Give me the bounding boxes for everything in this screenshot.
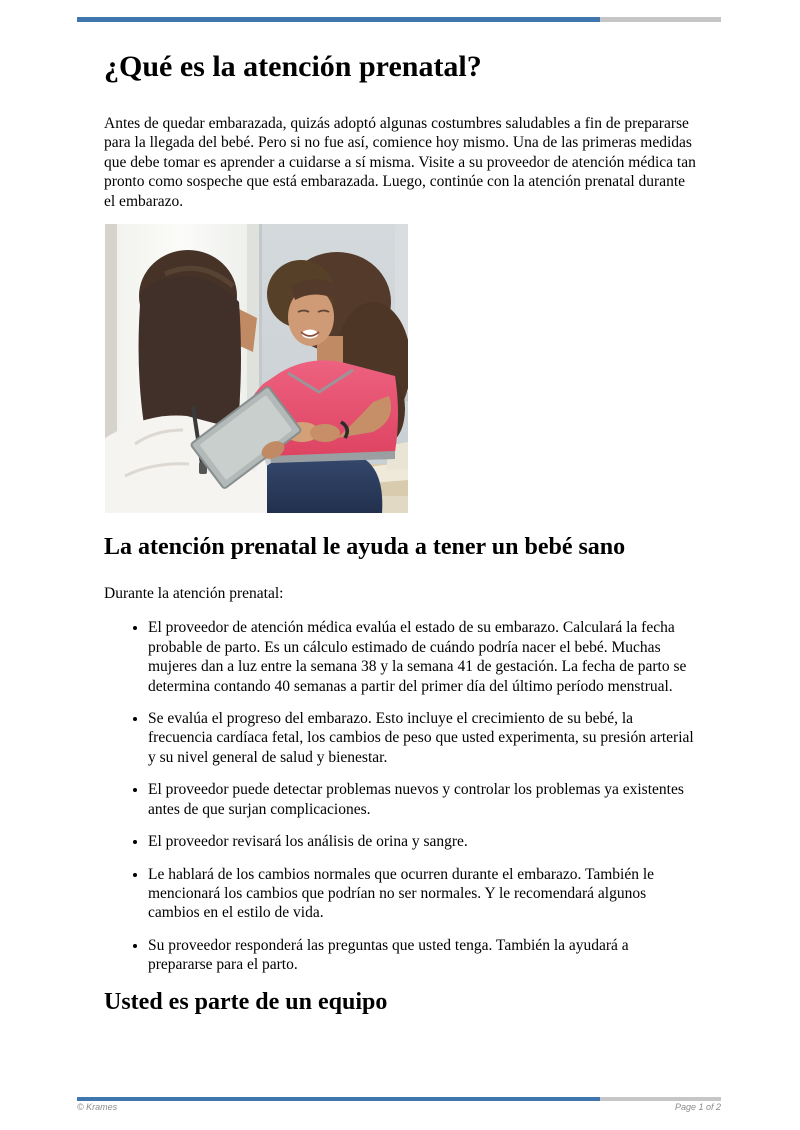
list-item: • Le hablará de los cambios normales que ocurren durante el embarazo. También le mencionará los cambios que podrían no ser normales. Y le recomendará algunos cambios en el estilo de vida. bbox=[148, 865, 696, 923]
bottom-bar-blue-segment bbox=[77, 1097, 600, 1101]
bottom-bar-gray-segment bbox=[600, 1097, 721, 1101]
page-number-text: Page 1 of 2 bbox=[674, 1102, 721, 1112]
prenatal-consultation-photo bbox=[105, 224, 408, 513]
page-footer bbox=[77, 1102, 721, 1112]
section-lead: Durante la atención prenatal: bbox=[104, 585, 284, 603]
bottom-accent-bar bbox=[77, 1097, 721, 1101]
list-item: • Se evalúa el progreso del embarazo. Esto incluye el crecimiento de su bebé, la frecuencia cardíaca fetal, los cambios de peso que usted experimenta, su presión arterial y su nivel general de salud y bienestar. bbox=[148, 709, 696, 767]
list-item: • El proveedor puede detectar problemas nuevos y controlar los problemas ya existentes antes de que surjan complicaciones. bbox=[148, 780, 696, 819]
section-heading-team: Usted es parte de un equipo bbox=[104, 988, 388, 1015]
photo-doctor-and-pregnant-patient bbox=[105, 224, 408, 513]
intro-paragraph: Antes de quedar embarazada, quizás adoptó algunas costumbres saludables a fin de prepararse para la llegada del bebé. Pero si no fue así, comience hoy mismo. Una de las primeras medidas que debe tomar es aprender a cuidarse a sí misma. Visite a su proveedor de atención médica tan pronto como sospeche que está embarazada. Luego, continúe con la atención prenatal durante el embarazo. bbox=[104, 115, 696, 210]
list-item: • El proveedor de atención médica evalúa el estado de su embarazo. Calculará la fecha probable de parto. Es un cálculo estimado de cuándo podría nacer el bebé. Muchas mujeres dan a luz entre la semana 38 y la semana 41 de gestación. La fecha de parto se determina contando 40 semanas a partir del primer día del último período menstrual. bbox=[148, 618, 696, 696]
copyright-text: © Krames bbox=[77, 1102, 118, 1112]
prenatal-care-bullet-list bbox=[104, 618, 696, 974]
list-item: • Su proveedor responderá las preguntas que usted tenga. También la ayudará a prepararse para el parto. bbox=[148, 936, 696, 975]
document-content bbox=[104, 0, 696, 1017]
page-title: ¿Qué es la atención prenatal? bbox=[104, 50, 482, 83]
list-item: • El proveedor revisará los análisis de orina y sangre. bbox=[148, 832, 696, 851]
section-heading-benefits: La atención prenatal le ayuda a tener un bebé sano bbox=[104, 534, 626, 561]
